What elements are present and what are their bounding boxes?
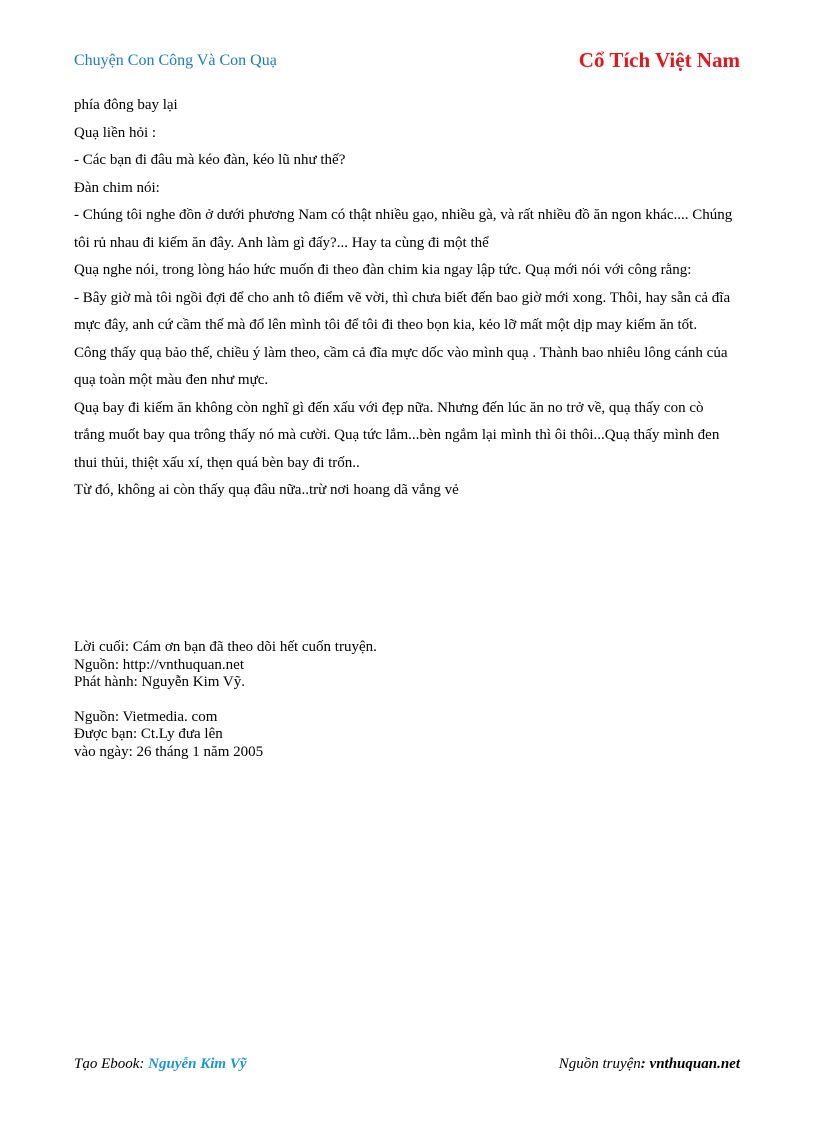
ebook-author: Nguyễn Kim Vỹ bbox=[148, 1056, 247, 1072]
spacer bbox=[74, 692, 377, 709]
closing-notes bbox=[74, 639, 377, 761]
paragraph: - Chúng tôi nghe đồn ở dưới phương Nam có thật nhiều gạo, nhiều gà, và rất nhiều đồ ăn ngon khác.... Chúng tôi rủ nhau đi kiếm ăn đây. Anh làm gì đấy?... Hay ta cùng đi một thể bbox=[74, 207, 733, 251]
source-separator: : bbox=[640, 1056, 650, 1072]
paragraph: phía đông bay lại bbox=[74, 97, 178, 113]
closing-line: Phát hành: Nguyễn Kim Vỹ. bbox=[74, 674, 245, 690]
source-site: vnthuquan.net bbox=[649, 1056, 740, 1072]
footer-source-credit bbox=[559, 1056, 740, 1073]
story-title: Chuyện Con Công Và Con Quạ bbox=[74, 52, 277, 69]
closing-line: Nguồn: http://vnthuquan.net bbox=[74, 656, 244, 673]
series-title: Cổ Tích Việt Nam bbox=[578, 48, 740, 72]
ebook-separator: : bbox=[139, 1056, 149, 1072]
paragraph: - Bây giờ mà tôi ngồi đợi để cho anh tô điểm vẽ vời, thì chưa biết đến bao giờ mới xong. Thôi, hay sẵn cả đĩa mực đây, anh cứ cầm thế mà đổ lên mình tôi để tôi đi theo bọn kia, kẻo lỡ mất một dịp may kiếm ăn tốt. bbox=[74, 289, 731, 333]
paragraph: Đàn chim nói: bbox=[74, 179, 160, 196]
ebook-label: Tạo Ebook bbox=[74, 1056, 140, 1072]
paragraph: Công thấy quạ bảo thế, chiều ý làm theo, cầm cả đĩa mực dốc vào mình quạ . Thành bao nhiêu lông cánh của quạ toàn một màu đen như mực. bbox=[74, 344, 728, 388]
closing-line: Được bạn: Ct.Ly đưa lên bbox=[74, 726, 223, 742]
paragraph: Từ đó, không ai còn thấy quạ đâu nữa..trừ nơi hoang dã vắng vẻ bbox=[74, 482, 459, 498]
paragraph: Quạ bay đi kiếm ăn không còn nghĩ gì đến xấu với đẹp nữa. Nhưng đến lúc ăn no trở về, quạ thấy con cò trắng muốt bay qua trông thấy nó mà cười. Quạ tức lắm...bèn ngắm lại mình thì ôi thôi...Quạ thấy mình đen thui thủi, thiệt xấu xí, thẹn quá bèn bay đi trốn.. bbox=[74, 399, 720, 471]
closing-line: Nguồn: Vietmedia. com bbox=[74, 708, 218, 725]
closing-line: vào ngày: 26 tháng 1 năm 2005 bbox=[74, 743, 264, 760]
paragraph: Quạ nghe nói, trong lòng háo hức muốn đi theo đàn chim kia ngay lập tức. Quạ mới nói với công rằng: bbox=[74, 262, 692, 278]
source-label: Nguồn truyện bbox=[558, 1056, 641, 1072]
paragraph: Quạ liền hỏi : bbox=[74, 124, 157, 141]
closing-line: Lời cuối: Cám ơn bạn đã theo dõi hết cuốn truyện. bbox=[74, 639, 377, 655]
footer-ebook-credit bbox=[74, 1056, 247, 1073]
story-body bbox=[74, 92, 738, 505]
paragraph: - Các bạn đi đâu mà kéo đàn, kéo lũ như thế? bbox=[74, 152, 346, 168]
